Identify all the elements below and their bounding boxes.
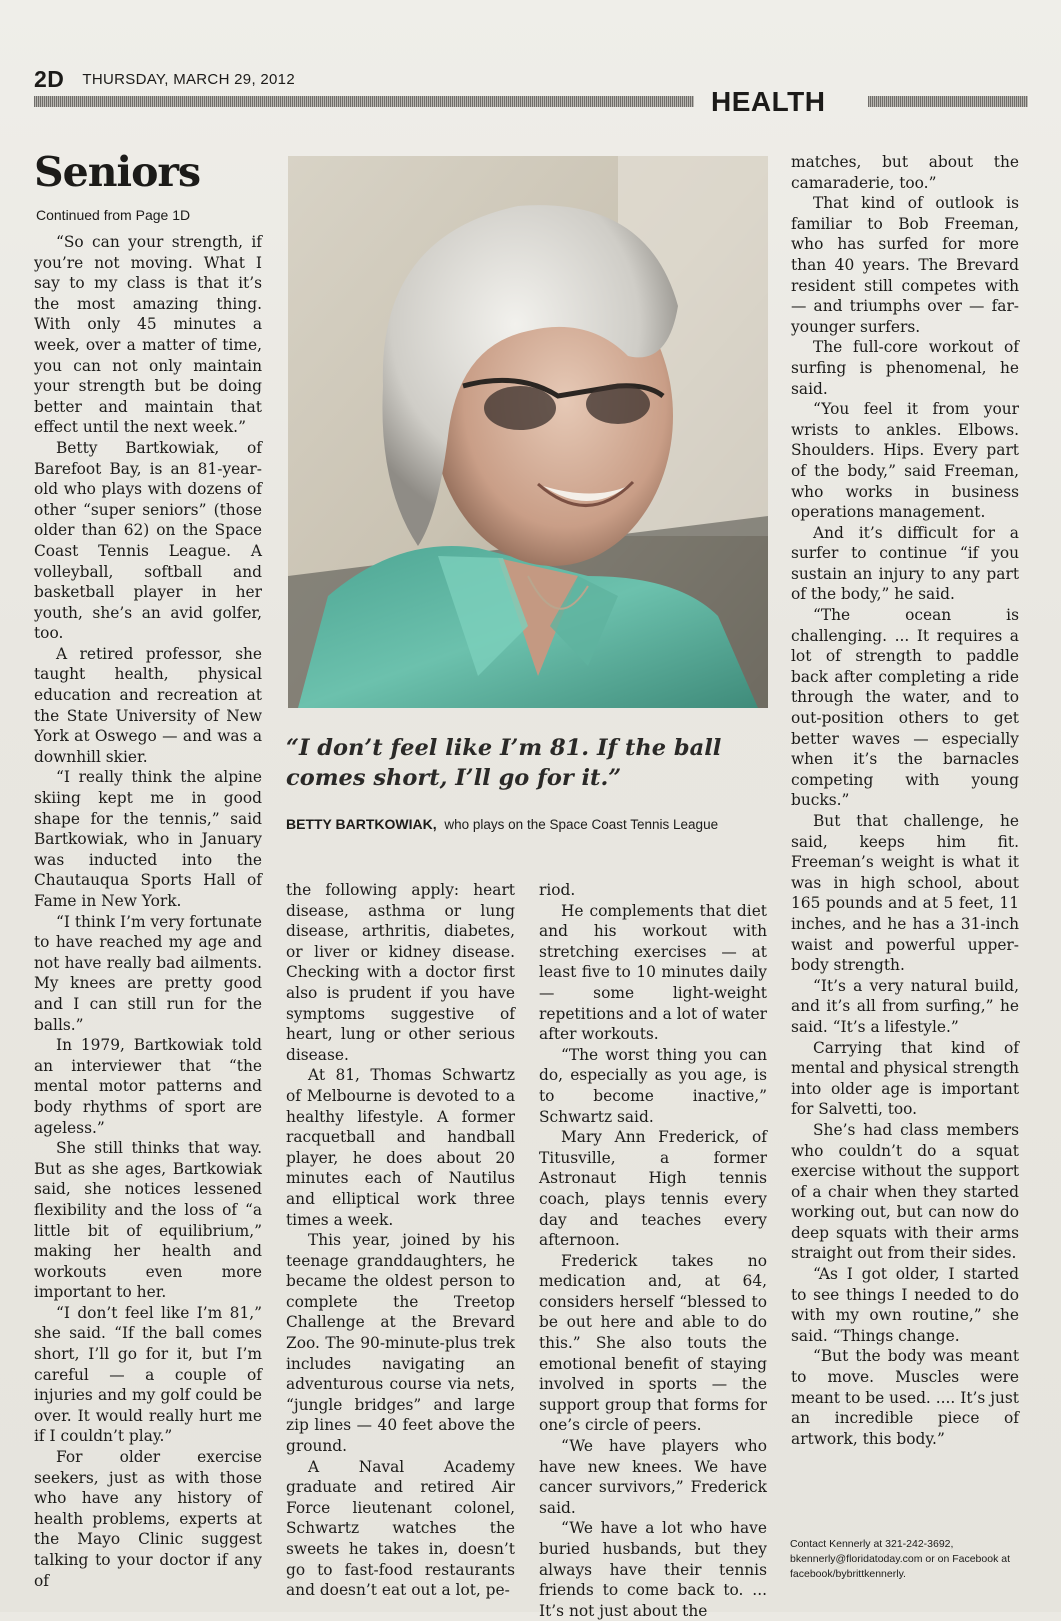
paragraph: “The ocean is challenging. ... It requires a lot of strength to paddle back after completing a ride through the water, and to out-position others to get better waves — especially when it’s the barnacles competing with young bucks.” <box>791 606 1019 810</box>
article-column-3 <box>539 880 767 1621</box>
paragraph: Betty Bartkowiak, of Barefoot Bay, is an 81-year-old who plays with dozens of other “super seniors” (those older than 62) on the Space Coast Tennis League. A volleyball, softball and basketball player in her youth, she’s an avid golfer, too. <box>34 438 262 643</box>
paragraph: “We have a lot who have buried husbands, but they always have their tennis friends to come back to. ... It’s not just about the <box>539 1519 767 1620</box>
portrait-illustration <box>288 156 768 708</box>
paragraph: “So can your strength, if you’re not moving. What I say to my class is that it’s the most amazing thing. With only 45 minutes a week, over a matter of time, you can not only maintain your strength but be doing better and maintain that effect until the next week.” <box>34 233 262 437</box>
paragraph: In 1979, Bartkowiak told an interviewer that “the mental motor patterns and body rhythms of sport are ageless.” <box>34 1036 262 1137</box>
paragraph: This year, joined by his teenage granddaughters, he became the oldest person to complete the Treetop Challenge at the Brevard Zoo. The 90-minute-plus trek includes navigating an adventurous course via nets, “jungle bridges” and large zip lines — 40 feet above the ground. <box>286 1231 515 1456</box>
article-column-4 <box>791 152 1019 1449</box>
paragraph: “But the body was meant to move. Muscles were meant to be used. .... It’s just an incredible piece of artwork, this body.” <box>791 1347 1019 1448</box>
paragraph: “You feel it from your wrists to ankles. Elbows. Shoulders. Hips. Every part of the body,” said Freeman, who works in business operations management. <box>791 400 1019 522</box>
paragraph: That kind of outlook is familiar to Bob Freeman, who has surfed for more than 40 years. The Brevard resident still competes with — and triumphs over — far-younger surfers. <box>791 194 1019 336</box>
page-number: 2D <box>34 66 65 92</box>
paragraph: At 81, Thomas Schwartz of Melbourne is devoted to a healthy lifestyle. A former racquetball and handball player, he does about 20 minutes each of Nautilus and elliptical work three times a week. <box>286 1066 515 1229</box>
paragraph: The full-core workout of surfing is phenomenal, he said. <box>791 338 1019 398</box>
paragraph: Mary Ann Frederick, of Titusville, a former Astronaut High tennis coach, plays tennis every day and teaches every afternoon. <box>539 1128 767 1250</box>
paragraph: “I don’t feel like I’m 81,” she said. “If the ball comes short, I’ll go for it, but I’m careful — a couple of injuries and my golf could be over. It would really hurt me if I couldn’t play.” <box>34 1303 262 1446</box>
portrait-photo <box>288 156 768 708</box>
paragraph: A retired professor, she taught health, physical education and recreation at the State University of New York at Oswego — and was a downhill skier. <box>34 644 262 766</box>
caption-text: who plays on the Space Coast Tennis League <box>444 817 719 832</box>
paragraph: the following apply: heart disease, asthma or lung disease, arthritis, diabetes, or liver or kidney disease. Checking with a doctor first also is prudent if you have symptoms suggestive of heart, lung or other serious disease. <box>286 881 515 1064</box>
jump-line: Continued from Page 1D <box>36 207 191 223</box>
issue-date: THURSDAY, MARCH 29, 2012 <box>82 71 295 88</box>
contact-info: Contact Kennerly at 321-242-3692, bkennerly@floridatoday.com or on Facebook at facebook/bybrittkennerly. <box>790 1538 1010 1580</box>
paragraph: matches, but about the camaraderie, too.” <box>791 153 1019 192</box>
photo-caption <box>286 815 766 834</box>
paragraph: She’s had class members who couldn’t do a squat exercise without the support of a chair when they started working out, but can now do deep squats with their arms straight out from their sides. <box>791 1120 1019 1263</box>
headline: Seniors <box>34 148 201 196</box>
paragraph: Frederick takes no medication and, at 64, considers herself “blessed to be out here and able to do this.” She also touts the emotional benefit of staying involved in sports — the support group that forms for one’s circle of peers. <box>539 1251 767 1435</box>
pull-quote: “I don’t feel like I’m 81. If the ball comes short, I’ll go for it.” <box>286 735 722 791</box>
paragraph: He complements that diet and his workout with stretching exercises — at least five to 10 minutes daily — some light-weight repetitions and a lot of water after workouts. <box>539 901 767 1044</box>
section-title: HEALTH <box>711 86 826 117</box>
paragraph: A Naval Academy graduate and retired Air Force lieutenant colonel, Schwartz watches the sweets he takes in, doesn’t go to fast-food restaurants and doesn’t eat out a lot, pe- <box>286 1457 515 1600</box>
paragraph: “As I got older, I started to see things I needed to do with my own routine,” she said. “Things change. <box>791 1265 1019 1345</box>
paragraph: “The worst thing you can do, especially as you age, is to become inactive,” Schwartz said. <box>539 1045 767 1126</box>
paragraph: She still thinks that way. But as she ages, Bartkowiak said, she notices lessened flexibility and the loss of “a little bit of equilibrium,” making her health and workouts even more important to her. <box>34 1139 262 1302</box>
caption-name: BETTY BARTKOWIAK, <box>286 816 437 832</box>
paragraph: But that challenge, he said, keeps him fit. Freeman’s weight is what it was in high school, about 165 pounds and at 5 feet, 11 inches, and he has a 31-inch waist and powerful upper-body strength. <box>791 812 1019 975</box>
paragraph: “It’s a very natural build, and it’s all from surfing,” he said. “It’s a lifestyle.” <box>791 976 1019 1036</box>
article-column-2 <box>286 880 515 1601</box>
paragraph: Carrying that kind of mental and physical strength into older age is important for Salvetti, too. <box>791 1038 1019 1119</box>
page-folio <box>34 66 295 93</box>
paragraph: For older exercise seekers, just as with those who have any history of health problems, experts at the Mayo Clinic suggest talking to your doctor if any of <box>34 1448 262 1590</box>
header-rule-right <box>868 96 1028 107</box>
paragraph: “I really think the alpine skiing kept me in good shape for the tennis,” said Bartkowiak, who in January was inducted into the Chautauqua Sports Hall of Fame in New York. <box>34 768 262 910</box>
header-rule-left <box>34 96 694 107</box>
paragraph: riod. <box>539 881 576 899</box>
paragraph: And it’s difficult for a surfer to continue “if you sustain an injury to any part of the body,” he said. <box>791 523 1019 604</box>
paragraph: “I think I’m very fortunate to have reached my age and not have really bad ailments. My knees are pretty good and I can still run for the balls.” <box>34 912 262 1034</box>
paragraph: “We have players who have new knees. We have cancer survivors,” Frederick said. <box>539 1437 767 1517</box>
article-column-1 <box>34 232 262 1591</box>
